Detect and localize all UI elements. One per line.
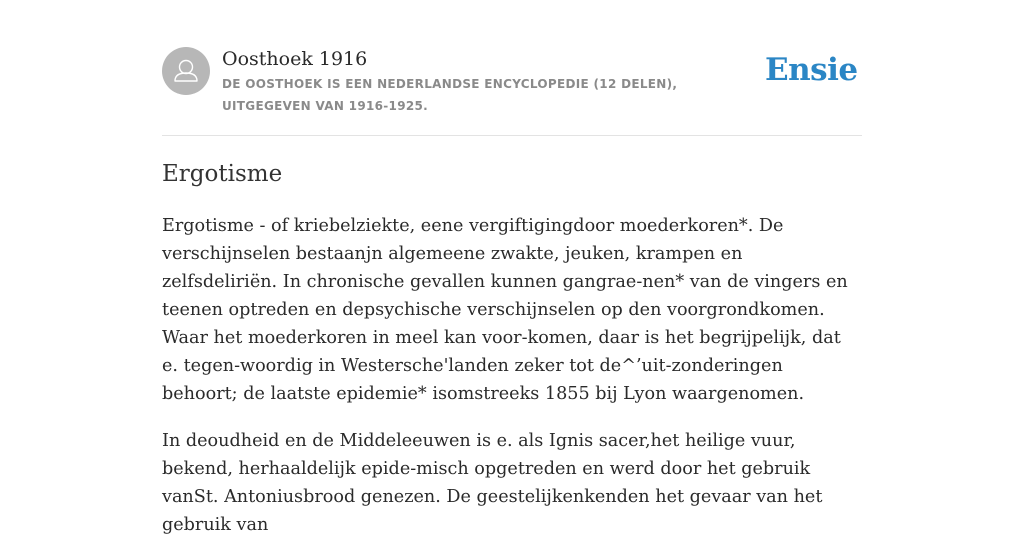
- article-body: [162, 212, 862, 558]
- source-avatar[interactable]: [162, 47, 210, 95]
- user-icon: [162, 47, 210, 95]
- article-title: Ergotisme: [162, 161, 283, 187]
- source-title[interactable]: Oosthoek 1916: [222, 48, 368, 70]
- header-divider: [162, 135, 862, 136]
- ensie-logo[interactable]: Ensie: [765, 52, 858, 88]
- source-description: DE OOSTHOEK IS EEN NEDERLANDSE ENCYCLOPEDIE (12 DELEN), UITGEGEVEN VAN 1916-1925.: [222, 77, 678, 113]
- article-paragraph: In deoudheid en de Middeleeuwen is e. als Ignis sacer,het heilige vuur, bekend, herhaaldelijk epide-misch opgetreden en werd door het gebruik vanSt. Antoniusbrood genezen. De geestelijkenkenden het gevaar van het gebruik van: [162, 431, 823, 535]
- article-paragraph: Ergotisme - of kriebelziekte, eene vergiftigingdoor moederkoren*. De verschijnselen bestaanjn algemeene zwakte, jeuken, krampen en zelfsdeliriën. In chronische gevallen kunnen gangrae-nen* van de vingers en teenen optreden en depsychische verschijnselen op den voorgrondkomen. Waar het moederkoren in meel kan voor-komen, daar is het begrijpelijk, dat e. tegen-woordig in Westersche'landen zeker tot de^’uit-zonderingen behoort; de laatste epidemie* isomstreeks 1855 bij Lyon waargenomen.: [162, 216, 848, 404]
- source-header: [162, 46, 862, 136]
